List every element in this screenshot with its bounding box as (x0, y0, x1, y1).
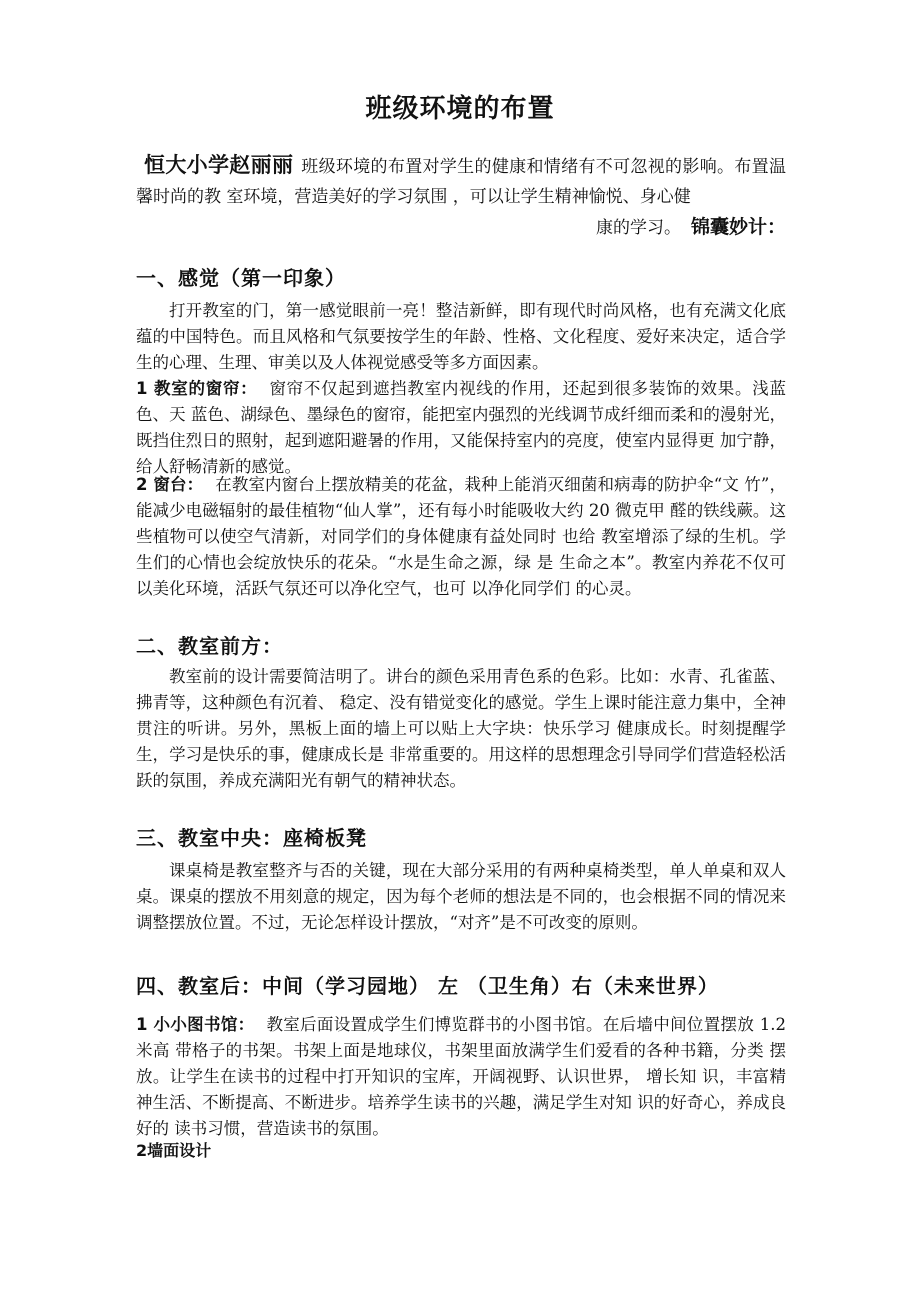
intro-tail-line (136, 212, 786, 243)
section-1-item-2 (136, 472, 786, 602)
document-title: 班级环境的布置 (365, 94, 555, 124)
section-1-item-1 (136, 376, 786, 480)
section-4-heading: 四、教室后：中间（学习园地） 左 （卫生角）右（未来世界） (136, 974, 719, 998)
section-1-paragraph: 打开教室的门，第一感觉眼前一亮！整洁新鲜，即有现代时尚风格，也有充满文化底蕴的中国特色。而且风格和气氛要按学生的年龄、性格、文化程度、爱好来决定，适合学生的心理、生理、审美以及人体视觉感受等多方面因素。 (136, 301, 786, 372)
item-label: 1 小小图书馆： (136, 1015, 255, 1034)
item-label: 1 教室的窗帘： (136, 379, 258, 398)
tips-label: 锦囊妙计： (690, 216, 786, 238)
item-text: 在教室内窗台上摆放精美的花盆，栽种上能消灭细菌和病毒的防护伞“文 竹”，能减少电磁辐射的最佳植物“仙人掌”，还有每小时能吸收大约 20 微克甲 醛的铁线蕨。这些植物可以使空气清新，对同学们的身体健康有益处同时 也给 教室增添了绿的生机。学生们的心情也会绽放快乐的花朵。“水是生命之源，绿 是 生命之本”。教室内养花不仅可以美化环境，活跃气氛还可以净化空气，也可 以净化同学们 的心灵。 (136, 475, 786, 598)
intro-text: 班级环境的布置对学生的健康和情绪有不可忽视的影响。布置温馨时尚的教 室环境，营造美好的学习氛围 ，可以让学生精神愉悦、身心健 (136, 157, 786, 207)
section-4-item-2: 2墙面设计 (136, 1141, 212, 1160)
section-3-paragraph: 课桌椅是教室整齐与否的关键，现在大部分采用的有两种桌椅类型，单人单桌和双人桌。课桌的摆放不用刻意的规定，因为每个老师的想法是不同的，也会根据不同的情况来调整摆放位置。不过，无论怎样设计摆放，“对齐”是不可改变的原则。 (136, 861, 786, 932)
section-2-paragraph: 教室前的设计需要简洁明了。讲台的颜色采用青色系的色彩。比如：水青、孔雀蓝、拂青等，这种颜色有沉着、 稳定、没有错觉变化的感觉。学生上课时能注意力集中，全神贯注的听讲。另外，黑板上面的墙上可以贴上大字块：快乐学习 健康成长。时刻提醒学生，学习是快乐的事，健康成长是 非常重要的。用这样的思想理念引导同学们营造轻松活跃的氛围，养成充满阳光有朝气的精神状态。 (136, 667, 786, 790)
intro-paragraph (136, 150, 786, 243)
section-1-heading: 一、感觉（第一印象） (136, 266, 346, 290)
intro-tail-text: 康的学习。 (595, 218, 681, 238)
author-name: 恒大小学赵丽丽 (144, 153, 294, 177)
item-text: 窗帘不仅起到遮挡教室内视线的作用，还起到很多装饰的效果。浅蓝色、天 蓝色、湖绿色、墨绿色的窗帘，能把室内强烈的光线调节成纤细而柔和的漫射光， 既挡住烈日的照射，起到遮阳避暑的作用，又能保持室内的亮度，使室内显得更 加宁静，给人舒畅清新的感觉。 (136, 379, 786, 476)
section-3-heading: 三、教室中央：座椅板凳 (136, 826, 367, 850)
section-2-heading: 二、教室前方： (136, 634, 283, 658)
section-4-item-1 (136, 1012, 786, 1142)
item-label: 2 窗台： (136, 475, 204, 494)
item-text: 教室后面设置成学生们博览群书的小图书馆。在后墙中间位置摆放 1.2 米高 带格子的书架。书架上面是地球仪，书架里面放满学生们爱看的各种书籍，分类 摆放。让学生在读书的过程中打开知识的宝库，开阔视野、认识世界， 增长知 识，丰富精神生活、不断提高、不断进步。培养学生读书的兴趣，满足学生对知 识的好奇心，养成良好的 读书习惯，营造读书的氛围。 (136, 1015, 786, 1138)
